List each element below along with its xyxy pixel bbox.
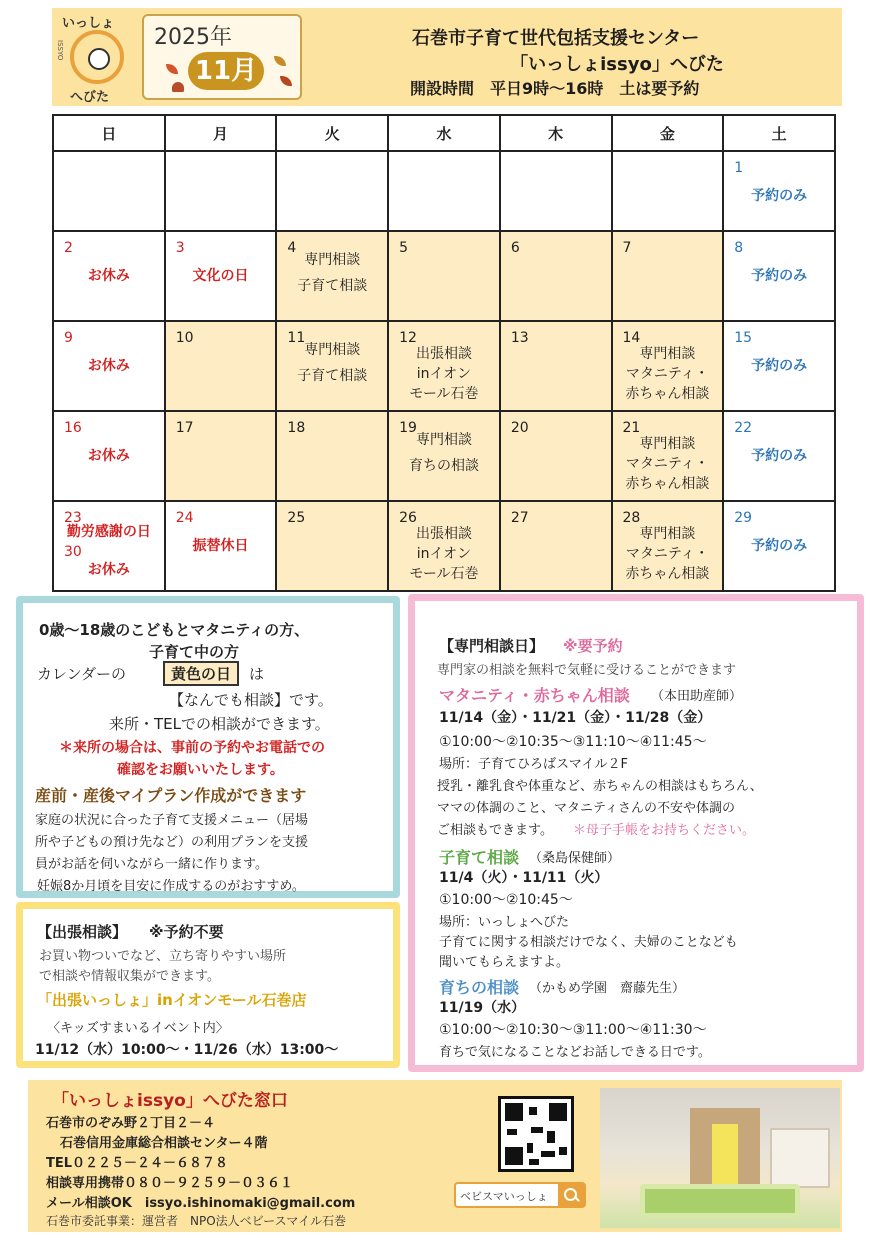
day-number: 25 (287, 510, 306, 526)
footer-tel[interactable]: TEL０２２５－２４－６８７８ (46, 1156, 229, 1171)
day-event: 予約のみ (751, 358, 808, 374)
childcare-place: 場所：いっしょへびた (439, 915, 570, 930)
search-label: ベビスマいっしょ (460, 1190, 548, 1203)
childcare-title: 子育て相談 (439, 848, 520, 867)
weekday-header: 火 (276, 115, 388, 151)
maternity-place: 場所：子育てひろばスマイル２F (439, 757, 628, 772)
footer-title: 「いっしょissyo」へびた窓口 (52, 1091, 288, 1111)
center-title: 石巻市子育て世代包括支援センター (412, 28, 700, 49)
calendar-day-cell (276, 231, 388, 321)
month-badge: 11月 (188, 52, 264, 90)
day-number: 15 (734, 330, 753, 346)
calendar-day-cell (53, 151, 165, 231)
calendar-table (52, 114, 836, 592)
outreach-place: 「出張いっしょ」inイオンモール石巻店 (37, 991, 307, 1009)
day-event: モール石巻 (409, 566, 479, 582)
footer-operator: 石巻市委託事業：運営者 NPO法人ベビースマイル石巻 (46, 1214, 347, 1228)
calendar-day-cell (723, 411, 835, 501)
calendar-day-cell (165, 411, 277, 501)
year-label: 2025年 (154, 25, 232, 50)
anything-consult-text: 【なんでも相談】です。 (169, 691, 333, 709)
specialist-consultation-panel (408, 594, 864, 1072)
outreach-desc: で相談や情報収集ができます。 (39, 969, 220, 984)
weekday-header: 土 (723, 115, 835, 151)
day-event: お休み (87, 562, 130, 578)
calendar-week-row (53, 411, 835, 501)
calendar-day-cell (276, 151, 388, 231)
day-number: 12 (399, 330, 417, 346)
day-event: 30 (64, 544, 82, 560)
maternity-desc: ご相談もできます。 (437, 823, 553, 838)
calendar-day-cell (276, 501, 388, 591)
day-number: 13 (510, 330, 529, 346)
header-banner (52, 8, 842, 106)
day-number: 8 (734, 240, 744, 256)
calendar-day-cell (500, 151, 612, 231)
calendar-day-cell (612, 501, 724, 591)
specialist-title: 【専門相談日】 (439, 637, 545, 655)
calendar-day-cell (500, 321, 612, 411)
calendar-day-cell (500, 411, 612, 501)
specialist-subtitle: 専門家の相談を無料で気軽に受けることができます (437, 663, 737, 678)
search-box[interactable] (454, 1182, 586, 1208)
footer-address: 石巻市のぞみ野２丁目２－４ (46, 1116, 216, 1131)
childcare-staff: （桑島保健師） (529, 851, 621, 866)
outreach-schedule: 11/12（水）10:00～・11/26（水）13:00～ (35, 1042, 339, 1058)
maternity-staff: （本田助産師） (651, 689, 743, 704)
calendar-week-row (53, 321, 835, 411)
myplan-title: 産前・産後マイプラン作成ができます (35, 786, 307, 805)
calendar-day-cell (276, 411, 388, 501)
maternity-desc: 授乳・離乳食や体重など、赤ちゃんの相談はもちろん、 (437, 779, 763, 794)
day-event: 子育て相談 (297, 278, 368, 294)
outreach-no-reservation: ※予約不要 (149, 923, 224, 941)
calendar-day-cell (53, 411, 165, 501)
day-event: 専門相談 (415, 432, 472, 448)
leaf-icon (166, 64, 178, 74)
weekday-header: 月 (165, 115, 277, 151)
outreach-desc: お買い物ついでなど、立ち寄りやすい場所 (39, 949, 287, 964)
leaf-icon (280, 76, 292, 86)
day-number: 16 (64, 420, 82, 436)
day-number: 2 (64, 240, 73, 256)
reservation-notice: 確認をお願いいたします。 (117, 762, 284, 778)
maternity-times: ①10:00～②10:35～③11:10～④11:45～ (439, 734, 707, 750)
day-event: 勤労感謝の日 (66, 524, 151, 540)
mushroom-icon (172, 82, 184, 92)
calendar-day-cell (388, 231, 500, 321)
day-number: 4 (287, 240, 297, 256)
weekday-header: 日 (53, 115, 165, 151)
footer-contact (28, 1080, 842, 1232)
day-number: 11 (287, 330, 306, 346)
day-event: マタニティ・ (625, 366, 709, 382)
day-event: 出張相談 (415, 526, 472, 542)
day-number: 10 (175, 330, 194, 346)
logo-side-text: ISSYO (56, 40, 64, 61)
reservation-notice: ＊来所の場合は、事前の予約やお電話での (59, 740, 325, 756)
day-event: 赤ちゃん相談 (625, 566, 710, 582)
month-card (142, 14, 302, 100)
calendar-day-cell (723, 321, 835, 411)
day-event: マタニティ・ (625, 546, 709, 562)
maternity-dates: 11/14（金）・11/21（金）・11/28（金） (439, 710, 712, 726)
day-number: 21 (622, 420, 641, 436)
calendar-day-cell (276, 321, 388, 411)
development-times: ①10:00～②10:30～③11:00～④11:30～ (439, 1022, 707, 1038)
myplan-desc: 員がお話を伺いながら一緒に作ります。 (35, 857, 268, 872)
day-event: 振替休日 (192, 538, 249, 554)
day-event: 赤ちゃん相談 (625, 386, 710, 402)
calendar-day-cell (165, 231, 277, 321)
childcare-desc: 子育てに関する相談だけでなく、夫婦のことなども (439, 935, 738, 950)
outreach-title: 【出張相談】 (37, 923, 128, 941)
weekday-header: 金 (612, 115, 724, 151)
weekday-header: 木 (500, 115, 612, 151)
maternity-notice: ＊母子手帳をお持ちください。 (573, 823, 756, 838)
calendar-week-row (53, 231, 835, 321)
opening-hours: 開設時間 平日9時～16時 土は要予約 (410, 79, 700, 98)
panel-heading: 子育て中の方 (149, 643, 240, 661)
calendar-day-cell (500, 231, 612, 321)
calendar-week-row (53, 501, 835, 591)
issyo-logo (56, 10, 138, 104)
calendar-note: は (249, 665, 265, 683)
day-number: 6 (510, 240, 520, 256)
day-event: 予約のみ (751, 448, 808, 464)
weekday-header-row (53, 115, 835, 151)
weekday-header: 水 (388, 115, 500, 151)
development-dates: 11/19（水） (439, 1000, 526, 1016)
footer-address: 石巻信用金庫総合相談センター４階 (60, 1136, 268, 1151)
day-number: 17 (175, 420, 194, 436)
calendar-day-cell (388, 321, 500, 411)
calendar-day-cell (388, 501, 500, 591)
calendar-week-row (53, 151, 835, 231)
day-event: 育ちの相談 (408, 458, 479, 474)
outreach-event: 〈キッズすまいるイベント内〉 (47, 1021, 229, 1036)
myplan-desc: 家庭の状況に合った子育て支援メニュー（居場 (35, 813, 309, 828)
day-event: お休み (87, 448, 130, 464)
calendar-day-cell (53, 321, 165, 411)
childcare-times: ①10:00～②10:45～ (439, 892, 573, 908)
search-icon[interactable] (558, 1184, 584, 1206)
day-event: 赤ちゃん相談 (625, 476, 710, 492)
day-event: 専門相談 (304, 252, 361, 268)
logo-top-text: いっしょ (62, 16, 115, 31)
calendar-day-cell (723, 501, 835, 591)
calendar-day-cell (500, 501, 612, 591)
day-number: 1 (734, 160, 744, 176)
logo-face-icon (88, 48, 110, 70)
day-event: お休み (87, 358, 130, 374)
development-title: 育ちの相談 (439, 978, 520, 997)
day-number: 24 (175, 510, 194, 526)
maternity-title: マタニティ・赤ちゃん相談 (439, 686, 630, 705)
panel-heading: 0歳～18歳のこどもとマタニティの方、 (39, 621, 310, 639)
day-event: 専門相談 (639, 526, 696, 542)
day-event: 専門相談 (639, 346, 696, 362)
day-event: 予約のみ (751, 268, 808, 284)
day-event: 出張相談 (415, 346, 472, 362)
day-event: モール石巻 (409, 386, 479, 402)
childcare-desc: 聞いてもらえますよ。 (439, 955, 570, 970)
day-number: 26 (399, 510, 417, 526)
childcare-dates: 11/4（火）・11/11（火） (439, 870, 609, 886)
development-staff: （かもめ学園 齋藤先生） (529, 981, 686, 996)
calendar-day-cell (723, 231, 835, 321)
calendar-day-cell (53, 501, 165, 591)
day-number: 22 (734, 420, 753, 436)
specialist-reservation: ※要予約 (563, 637, 623, 655)
calendar-day-cell (388, 411, 500, 501)
day-event: 文化の日 (192, 268, 249, 284)
day-event: 専門相談 (639, 436, 696, 452)
leaf-icon (274, 56, 286, 66)
day-number: 7 (622, 240, 632, 256)
footer-mail[interactable]: メール相談OK issyo.ishinomaki@gmail.com (46, 1196, 356, 1211)
myplan-desc: 妊娠8か月頃を目安に作成するのがおすすめ。 (37, 879, 305, 894)
calendar-day-cell (723, 151, 835, 231)
day-event: 予約のみ (751, 188, 808, 204)
day-event: inイオン (416, 366, 472, 382)
day-event: お休み (87, 268, 130, 284)
calendar-day-cell (165, 501, 277, 591)
maternity-desc: ママの体調のこと、マタニティさんの不安や体調の (437, 801, 735, 816)
calendar-day-cell (53, 231, 165, 321)
day-number: 27 (510, 510, 529, 526)
day-number: 20 (510, 420, 529, 436)
day-number: 5 (399, 240, 409, 256)
general-consultation-panel (16, 596, 400, 898)
day-number: 9 (64, 330, 73, 346)
logo-bottom-text: へびた (70, 90, 110, 105)
qr-code-icon[interactable] (498, 1096, 574, 1172)
day-event: 予約のみ (751, 538, 808, 554)
day-number: 14 (622, 330, 641, 346)
calendar-day-cell (612, 321, 724, 411)
calendar-day-cell (388, 151, 500, 231)
visit-tel-text: 来所・TELでの相談ができます。 (109, 715, 330, 733)
day-number: 19 (399, 420, 417, 436)
day-event: マタニティ・ (625, 456, 709, 472)
day-number: 29 (734, 510, 753, 526)
calendar-day-cell (165, 321, 277, 411)
yellow-day-badge: 黄色の日 (163, 661, 239, 686)
calendar-day-cell (612, 151, 724, 231)
development-desc: 育ちで気になることなどお話しできる日です。 (439, 1045, 711, 1060)
day-number: 18 (287, 420, 306, 436)
footer-mobile[interactable]: 相談専用携帯０８０－９２５９－０３６１ (46, 1176, 294, 1191)
calendar-day-cell (612, 411, 724, 501)
day-event: 専門相談 (304, 342, 361, 358)
myplan-desc: 所や子どもの預け先など）の利用プランを支援 (35, 835, 309, 850)
day-number: 28 (622, 510, 641, 526)
calendar-day-cell (612, 231, 724, 321)
day-event: 子育て相談 (297, 368, 368, 384)
calendar-note: カレンダーの (37, 665, 127, 683)
day-event: inイオン (416, 546, 472, 562)
facility-photo (600, 1088, 840, 1228)
day-number: 23 (64, 510, 82, 526)
center-name: 「いっしょissyo」へびた (510, 54, 724, 75)
day-number: 3 (175, 240, 185, 256)
calendar-day-cell (165, 151, 277, 231)
outreach-consultation-panel (16, 902, 400, 1068)
